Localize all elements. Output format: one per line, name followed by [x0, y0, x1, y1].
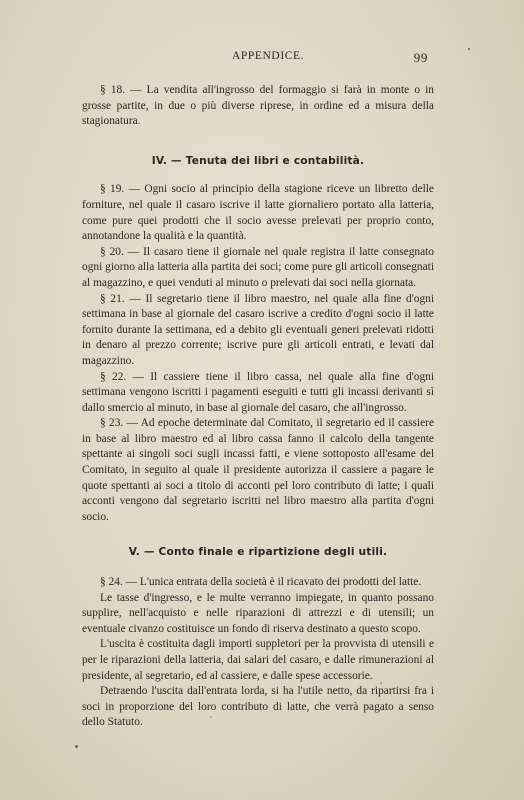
paper-speck: [380, 682, 382, 684]
page-number: 99: [413, 50, 428, 65]
section-title-iv: IV. — Tenuta dei libri e contabilità.: [151, 154, 365, 167]
page-body: [82, 83, 434, 731]
paragraph-23: § 23. — Ad epoche determinate dal Comitato, il segretario ed il cassiere in base al libro maestro ed al libro cassa fanno il calcolo della tangente spettante ai singoli soci sugli incassi fatti, e viene sottoposto all'esame del Comitato, in seguito al quale il presidente autorizza il cassiere a pagare le quote spettanti ai soci a titolo di acconti pel loro contributo di latte; i quali acconti vengono dal segretario iscritti nel libro maestro alla partita d'ogni socio.: [82, 417, 434, 523]
paragraph-19: § 19. — Ogni socio al principio della stagione riceve un libretto delle forniture, nel quale il casaro iscrive il latte giornaliero portato alla latteria, come pure quei prodotti che il socio avesse prelevati per proprio conto, annotandone la qualità e la quantità.: [82, 183, 434, 243]
paragraph-22: § 22. — Il cassiere tiene il libro cassa, nel quale alla fine d'ogni settimana vengono iscritti i pagamenti eseguiti e tutti gli incassi derivanti sì dallo smercio al minuto, in base al giornale del casaro, che all'ingrosso.: [82, 370, 434, 414]
paragraph-20: § 20. — Il casaro tiene il giornale nel quale registra il latte consegnato ogni giorno alla latteria alla partita dei soci; come pure gli articoli consegnati al magazzino, e quei venduti al minuto o prelevati dai soci nella giornata.: [82, 245, 434, 289]
paper-speck: [75, 745, 78, 748]
paragraph-24-taxes: Le tasse d'ingresso, e le multe verranno impiegate, in quanto possano supplire, nell'acquisto e nelle riparazioni di attrezzi e di utensili; un eventuale civanzo costituisce un fondo di riserva destinato a questo scopo.: [82, 591, 434, 635]
paragraph-24: § 24. — L'unica entrata della società è il ricavato dei prodotti del latte.: [100, 576, 422, 589]
paragraph-24-net-profit: Detraendo l'uscita dall'entrata lorda, si ha l'utile netto, da ripartirsi fra i soci in proporzione del loro contributo di latte, che verrà pagato a senso dello Statuto.: [82, 685, 434, 729]
running-header: [82, 50, 428, 66]
paragraph-24-expenses: L'uscita è costituita dagli importi suppletori per la provvista di utensili e per le riparazioni della latteria, dai salari del casaro, e dalle rimunerazioni al presidente, al segretario, ed al cassiere, e dalle spese accessorie.: [82, 638, 434, 682]
paper-speck: [210, 716, 212, 718]
header-title: APPENDICE.: [232, 50, 305, 62]
paragraph-18: § 18. — La vendita all'ingrosso del formaggio si farà in monte o in grosse partite, in due o più diverse riprese, in ordine ed a misura della stagionatura.: [82, 84, 434, 128]
paragraph-21: § 21. — Il segretario tiene il libro maestro, nel quale alla fine d'ogni settimana in base al giornale del casaro iscrive a credito d'ogni socio il latte fornito durante la settimana, ed a debito gli eventuali generi prelevati ridotti in denaro al prezzo corrente; iscrive pure gli articoli entrati, e levati dal magazzino.: [82, 292, 434, 367]
section-title-v: V. — Conto finale e ripartizione degli utili.: [128, 546, 388, 559]
paper-speck: [468, 48, 470, 50]
